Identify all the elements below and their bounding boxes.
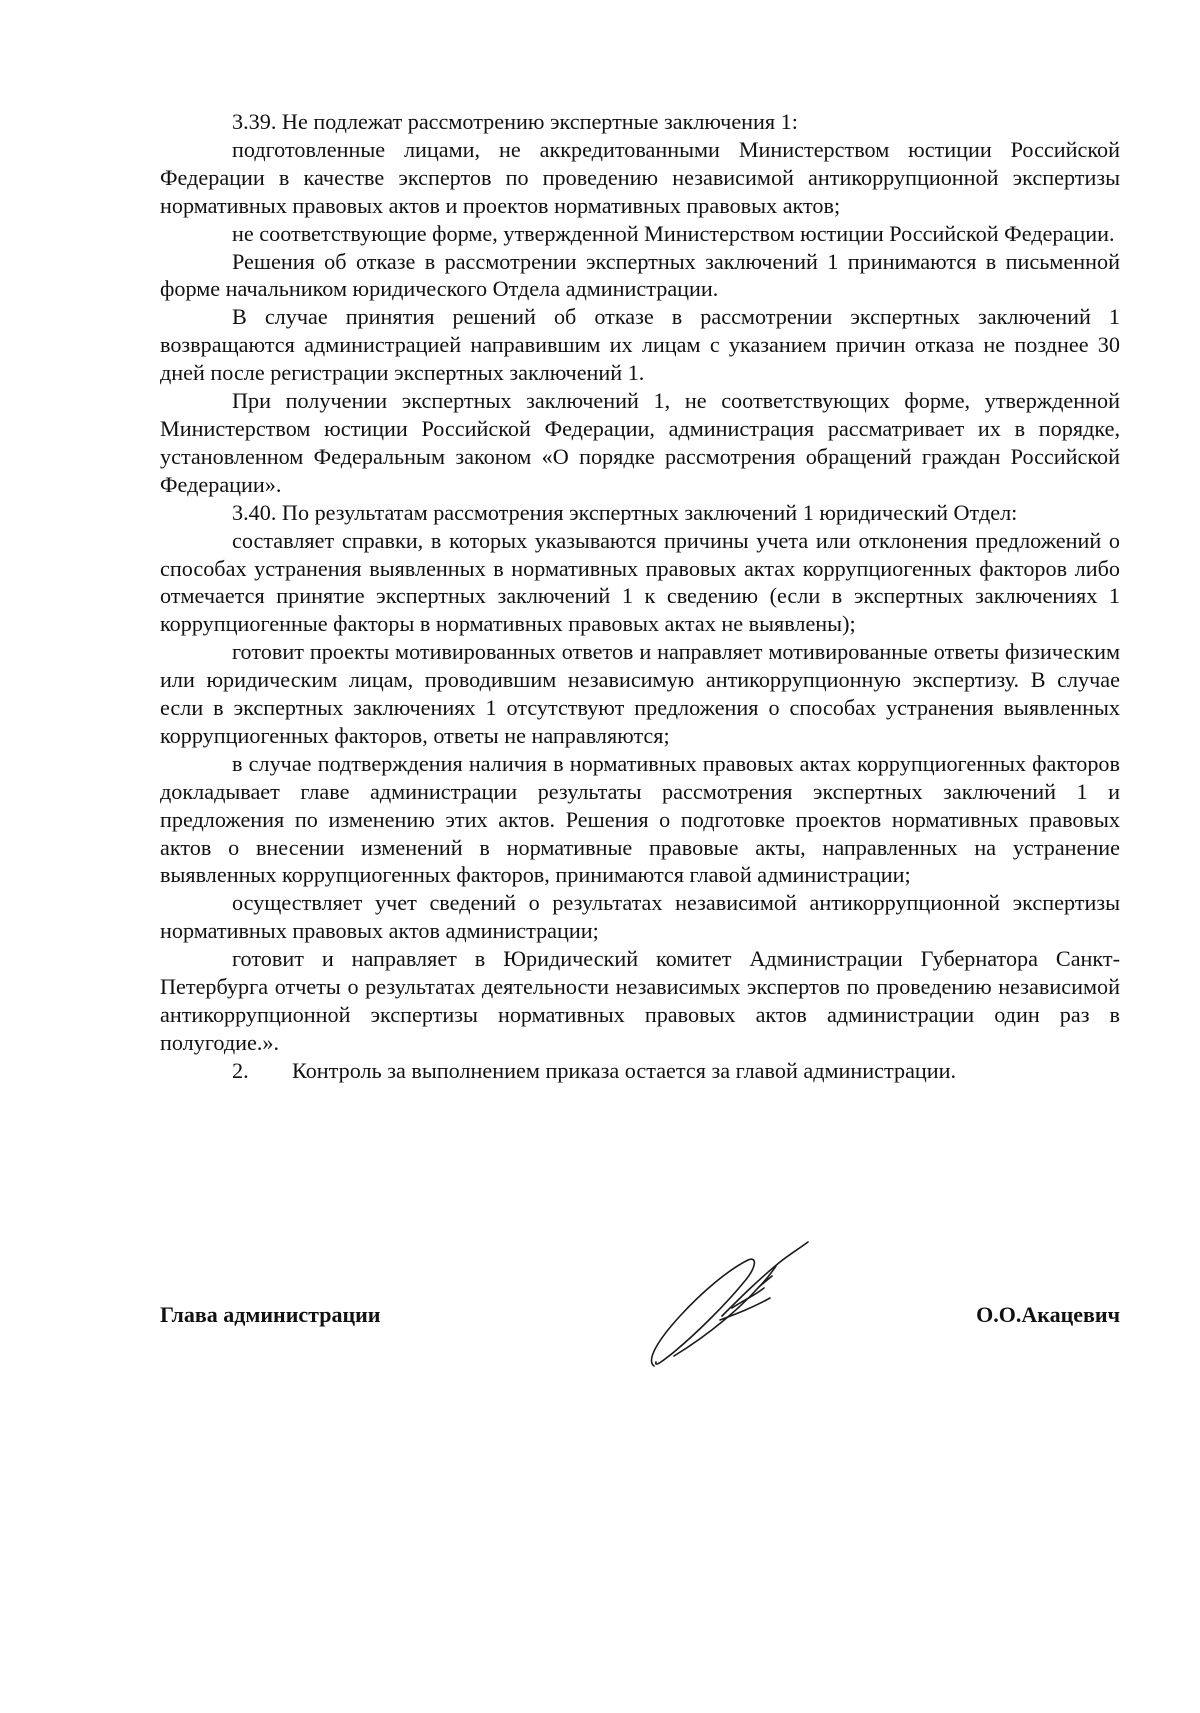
paragraph-refusal-return: В случае принятия решений об отказе в рассмотрении экспертных заключений 1 возвращаются администрацией направившим их лицам с указанием причин отказа не позднее 30 дней после регистрации экспертных заключений 1. (160, 304, 1120, 386)
list-item-2 (160, 1057, 1120, 1085)
paragraph-answers: готовит проекты мотивированных ответов и направляет мотивированные ответы физическим или юридическим лицам, проводившим независимую антикоррупционную экспертизу. В случае если в экспертных заключениях 1 отсутствуют предложения о способах устранения выявленных коррупциогенных факторов, ответы не направляются; (160, 639, 1120, 748)
paragraph-3-39: 3.39. Не подлежат рассмотрению экспертные заключения 1: (232, 109, 798, 134)
list-item-text: Контроль за выполнением приказа остается за главой администрации. (292, 1057, 957, 1083)
paragraph-accounting: осуществляет учет сведений о результатах независимой антикоррупционной экспертизы нормативных правовых актов администрации; (160, 890, 1120, 944)
paragraph-confirmation: в случае подтверждения наличия в нормативных правовых актах коррупциогенных факторов докладывает главе администрации результаты рассмотрения экспертных заключений 1 и предложения по изменению этих актов. Решения о подготовке проектов нормативных правовых актов о внесении изменений в нормативные правовые акты, направленных на устранение выявленных коррупциогенных факторов, принимаются главой администрации; (160, 750, 1120, 888)
paragraph-reports: готовит и направляет в Юридический комитет Администрации Губернатора Санкт-Петербурга отчеты о результатах деятельности независимых экспертов по проведению независимой антикоррупционной экспертизы нормативных правовых актов администрации один раз в полугодие.». (160, 946, 1120, 1055)
paragraph-not-accredited: подготовленные лицами, не аккредитованными Министерством юстиции Российской Федерации в качестве экспертов по проведению независимой антикоррупционной экспертизы нормативных правовых актов и проектов нормативных правовых актов; (160, 136, 1120, 218)
paragraph-references: составляет справки, в которых указываются причины учета или отклонения предложений о способах устранения выявленных в нормативных правовых актах коррупциогенных факторов либо отмечается принятие экспертных заключений 1 к сведению (если в экспертных заключениях 1 коррупциогенные факторы в нормативных правовых актах не выявлены); (160, 527, 1120, 637)
signatory-name: О.О.Акацевич (976, 1302, 1120, 1327)
paragraph-3-40: 3.40. По результатам рассмотрения экспертных заключений 1 юридический Отдел: (232, 499, 1018, 525)
document-body (160, 108, 1120, 1085)
signature-block (160, 1290, 1120, 1330)
signatory-title: Глава администрации (160, 1302, 381, 1327)
paragraph-form-review: При получении экспертных заключений 1, не соответствующих форме, утвержденной Министерством юстиции Российской Федерации, администрация рассматривает их в порядке, установленном Федеральным законом «О порядке рассмотрения обращений граждан Российской Федерации». (160, 388, 1120, 497)
paragraph-form-mismatch: не соответствующие форме, утвержденной Министерством юстиции Российской Федерации. (232, 220, 1115, 246)
list-item-number: 2. (232, 1057, 249, 1083)
paragraph-refusal-decisions: Решения об отказе в рассмотрении экспертных заключений 1 принимаются в письменной форме начальником юридического Отдела администрации. (160, 248, 1120, 302)
